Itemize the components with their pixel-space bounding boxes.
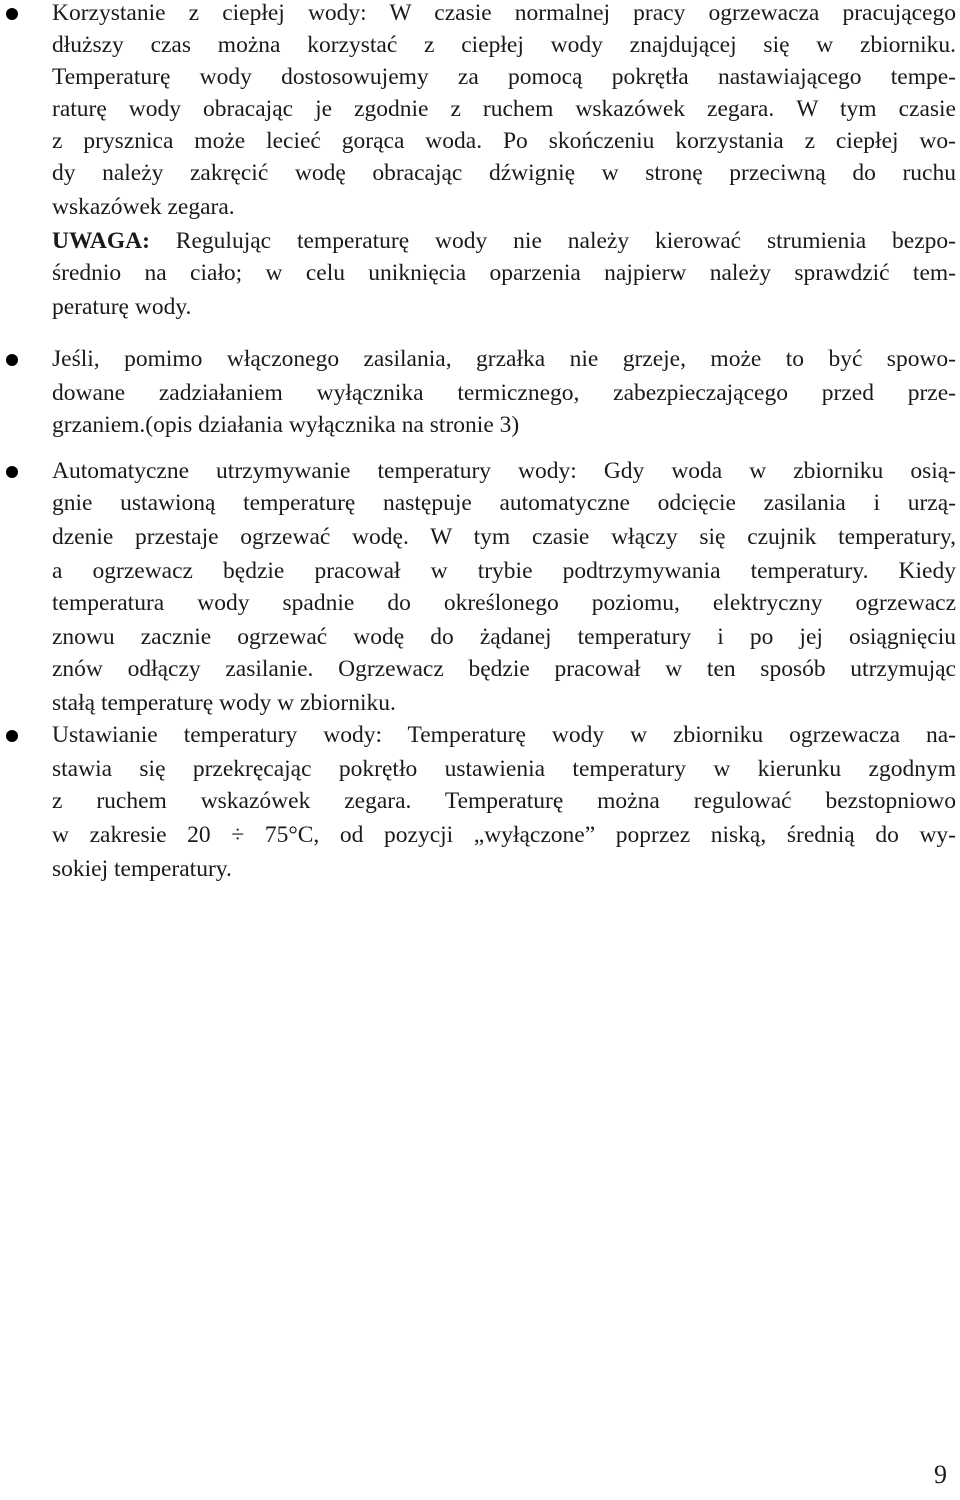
text-line: w zakresie 20 ÷ 75°C, od pozycji „wyłączone” poprzez niską, średnią do wy- bbox=[52, 822, 956, 848]
text-line: sokiej temperatury. bbox=[52, 856, 232, 882]
warning-label: UWAGA: bbox=[52, 228, 150, 254]
text-line: dy należy zakręcić wodę obracając dźwignię w stronę przeciwną do ruchu bbox=[52, 160, 956, 186]
bullet-icon bbox=[6, 730, 18, 742]
page-number: 9 bbox=[934, 1460, 947, 1489]
text-line: znów odłączy zasilanie. Ogrzewacz będzie pracował w ten sposób utrzymując bbox=[52, 656, 956, 682]
text-line: z prysznica może lecieć gorąca woda. Po skończeniu korzystania z ciepłej wo- bbox=[52, 128, 956, 154]
bullet-icon bbox=[6, 354, 18, 366]
bullet-icon bbox=[6, 466, 18, 478]
text-line: stawia się przekręcając pokrętło ustawienia temperatury w kierunku zgodnym bbox=[52, 756, 956, 782]
text-line: z ruchem wskazówek zegara. Temperaturę można regulować bezstopniowo bbox=[52, 788, 956, 814]
text-line: dzenie przestaje ogrzewać wodę. W tym czasie włączy się czujnik temperatury, bbox=[52, 524, 956, 550]
text-line: Jeśli, pomimo włączonego zasilania, grzałka nie grzeje, może to być spowo- bbox=[52, 346, 956, 372]
text-line: raturę wody obracając je zgodnie z ruchem wskazówek zegara. W tym czasie bbox=[52, 96, 956, 122]
text-line: peraturę wody. bbox=[52, 294, 192, 320]
text-line: UWAGA: Regulując temperaturę wody nie należy kierować strumienia bezpo- bbox=[52, 228, 956, 254]
text-line: grzaniem.(opis działania wyłącznika na stronie 3) bbox=[52, 412, 520, 438]
text-line: średnio na ciało; w celu uniknięcia oparzenia najpierw należy sprawdzić tem- bbox=[52, 260, 956, 286]
text-line: Ustawianie temperatury wody: Temperaturę wody w zbiorniku ogrzewacza na- bbox=[52, 722, 956, 748]
text-line: gnie ustawioną temperaturę następuje automatyczne odcięcie zasilania i urzą- bbox=[52, 490, 956, 516]
text-line: dłuższy czas można korzystać z ciepłej wody znajdującej się w zbiorniku. bbox=[52, 32, 956, 58]
text-line: stałą temperaturę wody w zbiorniku. bbox=[52, 690, 396, 716]
text-line: Automatyczne utrzymywanie temperatury wody: Gdy woda w zbiorniku osią- bbox=[52, 458, 956, 484]
text-line: a ogrzewacz będzie pracował w trybie podtrzymywania temperatury. Kiedy bbox=[52, 558, 956, 584]
bullet-icon bbox=[6, 8, 18, 20]
text-line: Korzystanie z ciepłej wody: W czasie normalnej pracy ogrzewacza pracującego bbox=[52, 0, 956, 26]
text-line: temperatura wody spadnie do określonego poziomu, elektryczny ogrzewacz bbox=[52, 590, 956, 616]
text-line: wskazówek zegara. bbox=[52, 194, 235, 220]
text-line: Temperaturę wody dostosowujemy za pomocą pokrętła nastawiającego tempe- bbox=[52, 64, 956, 90]
text-line: znowu zacznie ogrzewać wodę do żądanej temperatury i po jej osiągnięciu bbox=[52, 624, 956, 650]
text-line: dowane zadziałaniem wyłącznika termicznego, zabezpieczającego przed prze- bbox=[52, 380, 956, 406]
